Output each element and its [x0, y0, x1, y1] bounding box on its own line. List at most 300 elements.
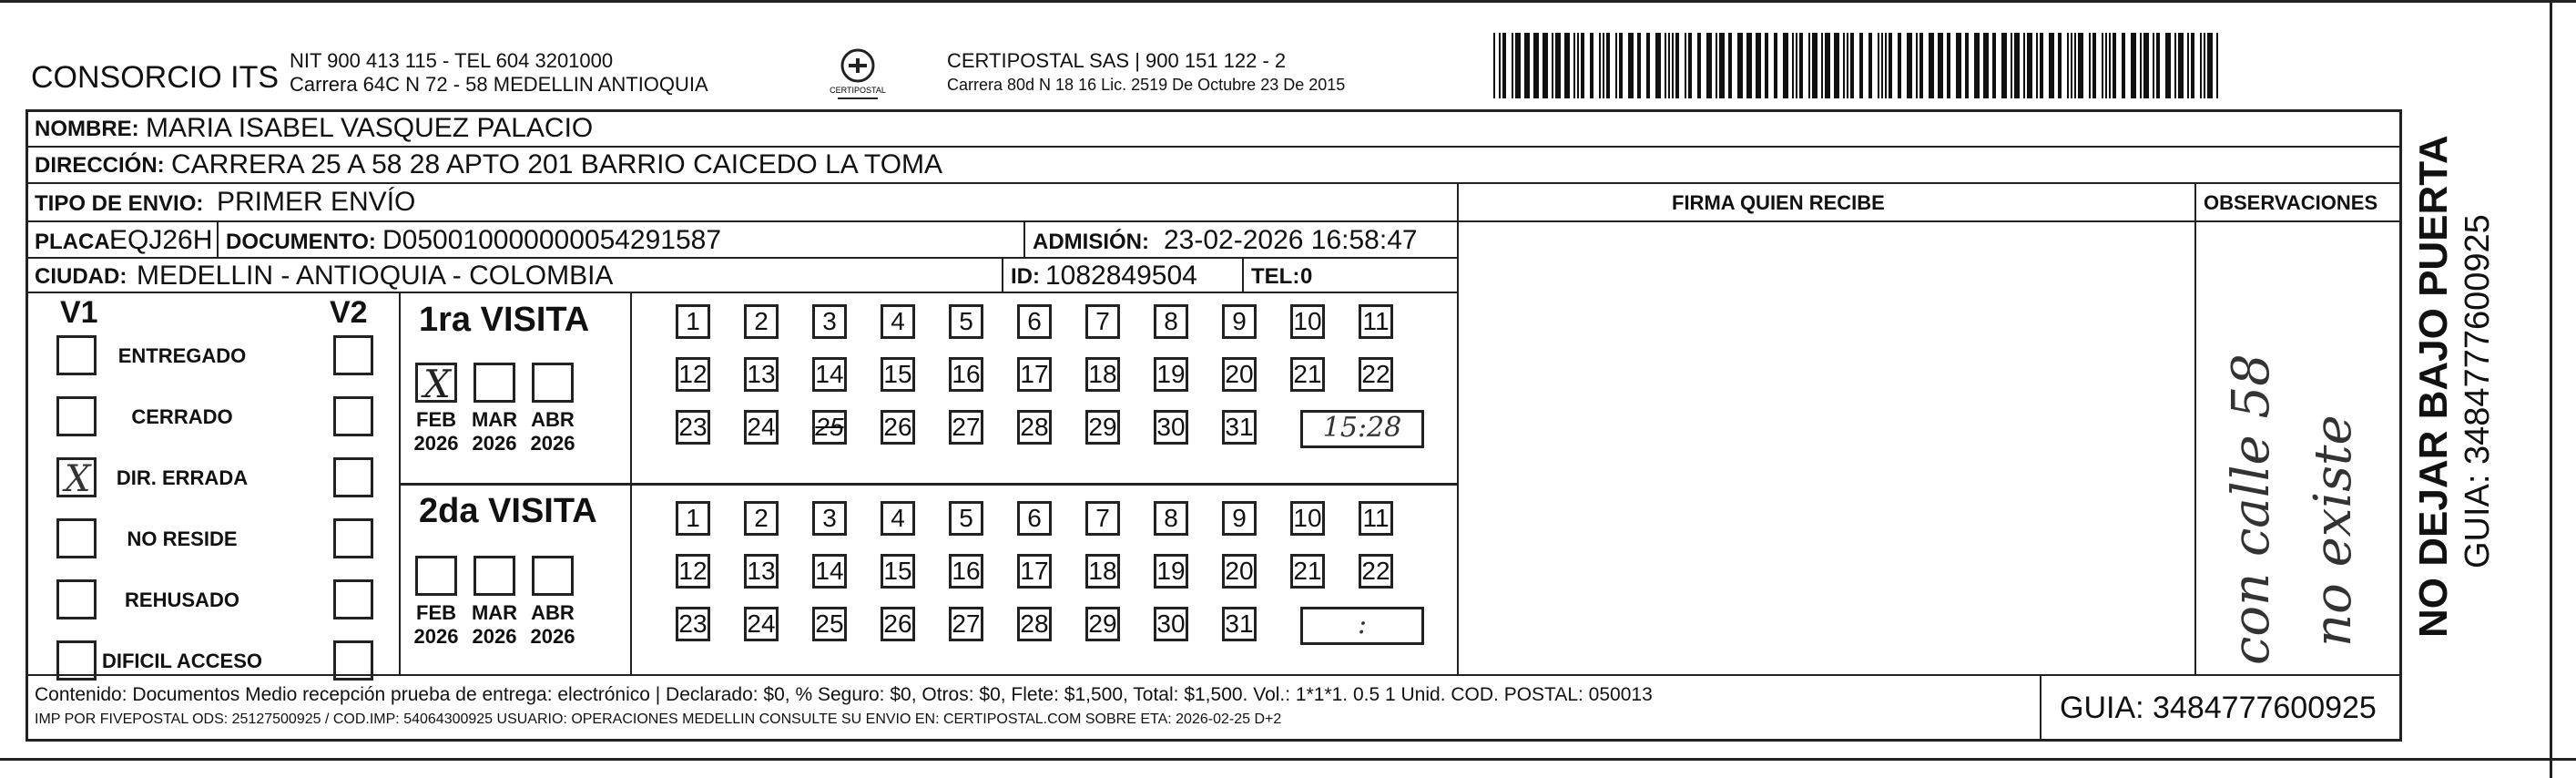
day-box[interactable] — [812, 554, 847, 589]
barcode-bar — [1493, 33, 1495, 98]
day-box[interactable] — [1085, 410, 1120, 445]
tipo-envio-value: PRIMER ENVÍO — [217, 187, 416, 217]
day-box[interactable] — [1222, 410, 1257, 445]
day-box[interactable] — [744, 410, 779, 445]
day-box[interactable] — [676, 554, 710, 589]
barcode-bar — [1859, 33, 1863, 98]
admision-value: 23-02-2026 16:58:47 — [1164, 225, 1418, 255]
company-name: CONSORCIO ITS — [31, 60, 280, 95]
barcode-bar — [1825, 33, 1830, 98]
day-box[interactable] — [1359, 501, 1393, 536]
status-label: DIR. ERRADA — [116, 466, 249, 489]
month-label: FEB — [416, 408, 456, 431]
row-divider — [25, 146, 2402, 148]
day-box[interactable] — [881, 554, 915, 589]
barcode-bar — [2113, 33, 2116, 98]
month-label: ABR — [531, 408, 575, 431]
day-number: 16 — [952, 360, 981, 388]
day-number: 7 — [1095, 307, 1110, 335]
day-box[interactable] — [1017, 410, 1052, 445]
day-number: 27 — [952, 413, 981, 441]
day-box[interactable] — [744, 357, 779, 392]
id-value: 1082849504 — [1045, 261, 1197, 291]
cell-divider — [1023, 220, 1025, 257]
barcode-bar — [1919, 33, 1923, 98]
day-box[interactable] — [1154, 501, 1188, 536]
day-box[interactable] — [1359, 554, 1393, 589]
row-divider — [25, 182, 2402, 184]
day-number: 24 — [747, 609, 776, 638]
barcode-bar — [2178, 33, 2184, 98]
day-number: 4 — [891, 504, 905, 532]
day-number: 23 — [678, 609, 708, 638]
admision-label: ADMISIÓN: — [1033, 230, 1149, 254]
barcode-bar — [1688, 33, 1692, 98]
day-number: 21 — [1293, 557, 1322, 585]
day-number: 8 — [1164, 504, 1178, 532]
time-value: : — [1357, 609, 1368, 640]
month-year: 2026 — [413, 625, 459, 648]
day-number: 22 — [1361, 360, 1390, 388]
month-year: 2026 — [530, 432, 575, 455]
barcode-bar — [1515, 33, 1521, 98]
barcode-bar — [1697, 33, 1701, 98]
v2-checkbox[interactable] — [333, 396, 373, 436]
day-number: 16 — [952, 557, 981, 585]
month-checkbox[interactable] — [532, 363, 574, 403]
v2-checkbox[interactable] — [333, 579, 373, 619]
barcode-bar — [1792, 33, 1794, 98]
firma-header: FIRMA QUIEN RECIBE — [1672, 191, 1885, 214]
day-number: 24 — [747, 413, 776, 441]
day-number: 15 — [883, 557, 912, 585]
day-number: 20 — [1225, 360, 1254, 388]
day-number: 10 — [1293, 504, 1322, 532]
footer-cell-divider — [2040, 674, 2041, 742]
row-divider — [25, 220, 2402, 222]
month-label: ABR — [531, 601, 575, 624]
day-box[interactable] — [1154, 410, 1188, 445]
day-number: 1 — [686, 504, 700, 532]
tipo-envio-label: TIPO DE ENVIO: — [35, 191, 204, 216]
barcode-bar — [2023, 33, 2025, 98]
bottom-edge — [0, 758, 2576, 761]
day-number: 14 — [815, 557, 844, 585]
day-box[interactable] — [1222, 607, 1257, 641]
barcode-bar — [1796, 33, 1797, 98]
barcode-bar — [1543, 33, 1548, 98]
barcode-bar — [2165, 33, 2171, 98]
barcode-bar — [1581, 33, 1584, 98]
month-checkbox[interactable] — [415, 556, 457, 596]
right-edge — [2550, 0, 2552, 778]
month-check-mark: X — [423, 362, 451, 406]
day-box[interactable] — [676, 607, 710, 641]
second-visit-title: 2da VISITA — [419, 492, 597, 530]
obs-divider — [2194, 182, 2196, 674]
day-number: 9 — [1232, 307, 1247, 335]
barcode-bar — [1834, 33, 1839, 98]
day-number: 9 — [1232, 504, 1247, 532]
day-box[interactable] — [1017, 501, 1052, 536]
barcode-bar — [1956, 33, 1961, 98]
barcode-bar — [2092, 33, 2096, 98]
day-box[interactable] — [676, 304, 710, 339]
day-box[interactable] — [1085, 501, 1120, 536]
barcode-bar — [1512, 33, 1513, 98]
month-year: 2026 — [413, 432, 459, 455]
status-label: CERRADO — [131, 405, 233, 428]
barcode-bar — [2074, 33, 2076, 98]
ciudad-value: MEDELLIN - ANTIOQUIA - COLOMBIA — [137, 261, 614, 291]
cell-divider — [217, 220, 219, 257]
day-box[interactable] — [744, 304, 779, 339]
barcode-bar — [1499, 33, 1501, 98]
barcode-bar — [1983, 33, 1989, 98]
barcode-bar — [1821, 33, 1823, 98]
day-box[interactable] — [1290, 357, 1325, 392]
day-number: 28 — [1020, 413, 1049, 441]
day-box[interactable] — [1154, 607, 1188, 641]
barcode-bar — [1555, 33, 1561, 98]
day-box[interactable] — [812, 607, 847, 641]
tel-value: 0 — [1300, 264, 1313, 289]
tel-label: TEL: — [1251, 264, 1300, 289]
day-box[interactable] — [1290, 501, 1325, 536]
barcode-bar — [1637, 33, 1641, 98]
barcode-bar — [1564, 33, 1570, 98]
day-box[interactable] — [1222, 357, 1257, 392]
day-box[interactable] — [881, 607, 915, 641]
day-box[interactable] — [1085, 357, 1120, 392]
day-number: 14 — [815, 360, 844, 388]
company-nit: NIT 900 413 115 - TEL 604 3201000 — [290, 49, 614, 72]
barcode-bar — [1938, 33, 1943, 98]
day-number: 18 — [1088, 360, 1117, 388]
barcode-bar — [1603, 33, 1604, 98]
side-guia: GUIA: 3484777600925 — [2459, 214, 2497, 568]
barcode-bar — [1606, 33, 1610, 98]
day-number: 18 — [1088, 557, 1117, 585]
barcode-bar — [1590, 33, 1593, 98]
barcode-bar — [2036, 33, 2038, 98]
day-number: 5 — [959, 307, 973, 335]
day-number: 11 — [1362, 307, 1390, 335]
barcode-bar — [2102, 33, 2103, 98]
barcode-bar — [1615, 33, 1617, 98]
barcode-bar — [1808, 33, 1810, 98]
v2-checkbox[interactable] — [333, 335, 373, 375]
barcode-bar — [2027, 33, 2032, 98]
month-year: 2026 — [472, 625, 517, 648]
barcode-bar — [1577, 33, 1579, 98]
barcode-bar — [2207, 33, 2213, 98]
day-box[interactable] — [949, 357, 983, 392]
barcode-bar — [1728, 33, 1732, 98]
day-box[interactable] — [1290, 304, 1325, 339]
barcode-bar — [1746, 33, 1752, 98]
barcode-bar — [1850, 33, 1854, 98]
barcode-bar — [2153, 33, 2154, 98]
month-year: 2026 — [472, 432, 517, 455]
day-box[interactable] — [1154, 357, 1188, 392]
direccion-label: DIRECCIÓN: — [35, 153, 165, 178]
barcode-bar — [1974, 33, 1980, 98]
day-box[interactable] — [1085, 304, 1120, 339]
day-number: 4 — [891, 307, 905, 335]
observation-line1: con calle 58 — [2222, 353, 2281, 665]
documento-label: DOCUMENTO: — [226, 230, 376, 254]
top-border — [0, 0, 2576, 3]
barcode-bar — [2216, 33, 2218, 98]
day-box[interactable] — [881, 357, 915, 392]
day-number: 29 — [1088, 413, 1117, 441]
barcode-bar — [2143, 33, 2149, 98]
barcode-bar — [1502, 33, 1506, 98]
day-box[interactable] — [812, 304, 847, 339]
footer-print-info: IMP POR FIVEPOSTAL ODS: 25127500925 / COD.IMP: 54064300925 USUARIO: OPERACIONES MEDELLIN CONSULTE SU ENVIO EN: CERTIPOSTAL.COM SOBRE ETA: 2026-02-25 D+2 — [35, 711, 1282, 727]
footer-content: Contenido: Documentos Medio recepción prueba de entrega: electrónico | Declarado: $0, % Seguro: $0, Otros: $0, Flete: $1,500, Total: $1,500. Vol.: 1*1*1. 0.5 1 Unid. COD. POSTAL: 050013 — [35, 684, 1653, 705]
barcode-bar — [1885, 33, 1887, 98]
ciudad-label: CIUDAD: — [35, 264, 127, 289]
day-number: 31 — [1225, 413, 1254, 441]
status-label: ENTREGADO — [117, 344, 247, 367]
barcode-bar — [1783, 33, 1788, 98]
footer-divider — [25, 674, 2402, 676]
certipostal-logo — [829, 46, 887, 102]
barcode-bar — [1524, 33, 1530, 98]
day-number: 2 — [754, 307, 769, 335]
day-number: 20 — [1225, 557, 1254, 585]
day-box[interactable] — [881, 304, 915, 339]
barcode-bar — [1799, 33, 1803, 98]
barcode-bar — [2187, 33, 2189, 98]
day-number: 5 — [959, 504, 973, 532]
barcode-bar — [1573, 33, 1575, 98]
day-number: 22 — [1361, 557, 1390, 585]
barcode-bar — [1992, 33, 1996, 98]
barcode-bar — [2067, 33, 2069, 98]
barcode-bar — [2089, 33, 2091, 98]
barcode-bar — [1619, 33, 1623, 98]
day-box[interactable] — [1017, 304, 1052, 339]
day-box[interactable] — [676, 410, 710, 445]
barcode-bar — [1929, 33, 1934, 98]
day-number: 12 — [678, 557, 708, 585]
status-label: REHUSADO — [125, 589, 239, 611]
barcode-bar — [1672, 33, 1674, 98]
month-checkbox[interactable] — [415, 362, 457, 406]
day-box[interactable] — [1290, 554, 1325, 589]
barcode-bar — [2058, 33, 2062, 98]
barcode-bar — [2109, 33, 2111, 98]
day-box[interactable] — [812, 501, 847, 536]
barcode-bar — [1907, 33, 1912, 98]
nombre-value: MARIA ISABEL VASQUEZ PALACIO — [146, 113, 594, 143]
barcode-bar — [1765, 33, 1768, 98]
barcode-bar — [2140, 33, 2142, 98]
barcode-bar — [1665, 33, 1666, 98]
day-number: 26 — [883, 609, 912, 638]
barcode-bar — [1668, 33, 1670, 98]
status-label: NO RESIDE — [127, 527, 238, 550]
day-number: 25 — [815, 413, 844, 441]
barcode-bar — [1881, 33, 1883, 98]
barcode-bar — [2200, 33, 2202, 98]
v2-checkbox[interactable] — [333, 518, 373, 558]
barcode-bar — [1646, 33, 1650, 98]
day-box[interactable] — [881, 501, 915, 536]
day-box[interactable] — [1359, 304, 1393, 339]
time-box[interactable] — [1300, 410, 1424, 448]
month-label: FEB — [416, 601, 456, 624]
id-label: ID: — [1011, 264, 1040, 289]
barcode-bar — [1812, 33, 1817, 98]
row-divider — [25, 292, 1457, 293]
barcode-bar — [1947, 33, 1950, 98]
day-number: 23 — [678, 413, 708, 441]
day-box[interactable] — [1085, 607, 1120, 641]
day-number: 26 — [883, 413, 912, 441]
v2-checkbox[interactable] — [333, 457, 373, 497]
day-box[interactable] — [1085, 554, 1120, 589]
cell-divider — [1242, 257, 1244, 292]
day-number: 19 — [1156, 360, 1186, 388]
status-label: DIFICIL ACCESO — [101, 650, 262, 672]
day-box[interactable] — [1222, 501, 1257, 536]
month-label: MAR — [471, 601, 518, 624]
carrier-name: CERTIPOSTAL SAS | 900 151 122 - 2 — [947, 49, 1287, 72]
observation-line2: no existe — [2304, 415, 2363, 647]
barcode-bar — [2156, 33, 2160, 98]
barcode-bar — [1716, 33, 1717, 98]
day-number: 17 — [1020, 557, 1049, 585]
month-checkbox[interactable] — [473, 556, 515, 596]
day-number: 13 — [747, 360, 776, 388]
day-number: 2 — [754, 504, 769, 532]
barcode-bar — [1719, 33, 1725, 98]
day-number: 28 — [1020, 609, 1049, 638]
day-number: 12 — [678, 360, 708, 388]
day-box[interactable] — [1222, 304, 1257, 339]
day-box[interactable] — [744, 501, 779, 536]
direccion-value: CARRERA 25 A 58 28 APTO 201 BARRIO CAICEDO LA TOMA — [171, 149, 943, 179]
day-number: 29 — [1088, 609, 1117, 638]
barcode-bar — [2014, 33, 2020, 98]
day-box[interactable] — [949, 607, 983, 641]
visit-split — [399, 483, 1457, 486]
day-number: 1 — [686, 307, 700, 335]
day-box[interactable] — [744, 607, 779, 641]
no-dejar-bajo-puerta: NO DEJAR BAJO PUERTA — [2411, 135, 2456, 638]
barcode-bar — [2001, 33, 2007, 98]
time-value: 15:28 — [1322, 412, 1402, 444]
barcode — [1493, 33, 2222, 98]
day-box[interactable] — [881, 410, 915, 445]
barcode-bar — [2122, 33, 2125, 98]
barcode-bar — [1878, 33, 1879, 98]
month-checkbox[interactable] — [532, 556, 574, 596]
firma-divider — [1457, 182, 1459, 674]
placa-value: EQJ26H — [109, 225, 213, 255]
barcode-bar — [1965, 33, 1969, 98]
barcode-bar — [1774, 33, 1777, 98]
day-box[interactable] — [1154, 304, 1188, 339]
logo-text: CERTIPOSTAL — [830, 86, 886, 95]
placa-label: PLACA: — [35, 230, 117, 254]
day-number: 3 — [822, 307, 837, 335]
day-number: 30 — [1156, 413, 1186, 441]
time-box[interactable] — [1300, 607, 1424, 645]
day-box[interactable] — [1017, 554, 1052, 589]
v2-checkbox[interactable] — [333, 640, 373, 681]
day-box[interactable] — [812, 357, 847, 392]
month-checkbox[interactable] — [473, 363, 515, 403]
day-box[interactable] — [1017, 357, 1052, 392]
barcode-bar — [1756, 33, 1761, 98]
day-number: 30 — [1156, 609, 1186, 638]
month-year: 2026 — [530, 625, 575, 648]
barcode-bar — [1675, 33, 1679, 98]
day-number: 31 — [1225, 609, 1254, 638]
day-box[interactable] — [949, 554, 983, 589]
barcode-bar — [1843, 33, 1845, 98]
barcode-bar — [2040, 33, 2043, 98]
carrier-license: Carrera 80d N 18 16 Lic. 2519 De Octubre 23 De 2015 — [947, 76, 1346, 94]
barcode-bar — [1533, 33, 1539, 98]
day-number: 3 — [822, 504, 837, 532]
day-box[interactable] — [949, 501, 983, 536]
day-box[interactable] — [676, 501, 710, 536]
day-box[interactable] — [1222, 554, 1257, 589]
day-number: 25 — [815, 609, 844, 638]
barcode-bar — [1916, 33, 1918, 98]
footer-guia: GUIA: 3484777600925 — [2060, 691, 2377, 725]
barcode-bar — [2078, 33, 2083, 98]
v2-label: V2 — [330, 295, 368, 330]
day-box[interactable] — [812, 410, 847, 445]
documento-value: D050010000000054291587 — [382, 225, 722, 255]
day-box[interactable] — [676, 357, 710, 392]
barcode-bar — [2105, 33, 2107, 98]
first-visit-title: 1ra VISITA — [419, 301, 590, 339]
day-box[interactable] — [1017, 607, 1052, 641]
day-number: 19 — [1156, 557, 1186, 585]
day-box[interactable] — [1359, 357, 1393, 392]
day-box[interactable] — [744, 554, 779, 589]
nombre-label: NOMBRE: — [35, 117, 139, 141]
barcode-bar — [1889, 33, 1892, 98]
day-number: 6 — [1027, 307, 1042, 335]
barcode-bar — [1868, 33, 1872, 98]
day-number: 17 — [1020, 360, 1049, 388]
barcode-bar — [1599, 33, 1601, 98]
v1-label: V1 — [60, 295, 98, 330]
day-number: 15 — [883, 360, 912, 388]
barcode-bar — [1628, 33, 1634, 98]
barcode-bar — [2191, 33, 2194, 98]
day-box[interactable] — [949, 410, 983, 445]
barcode-bar — [2131, 33, 2136, 98]
day-box[interactable] — [949, 304, 983, 339]
barcode-bar — [2011, 33, 2012, 98]
day-number: 27 — [952, 609, 981, 638]
day-box[interactable] — [1154, 554, 1188, 589]
day-number: 6 — [1027, 504, 1042, 532]
barcode-bar — [1847, 33, 1848, 98]
month-label: MAR — [471, 408, 518, 431]
barcode-bar — [2071, 33, 2072, 98]
